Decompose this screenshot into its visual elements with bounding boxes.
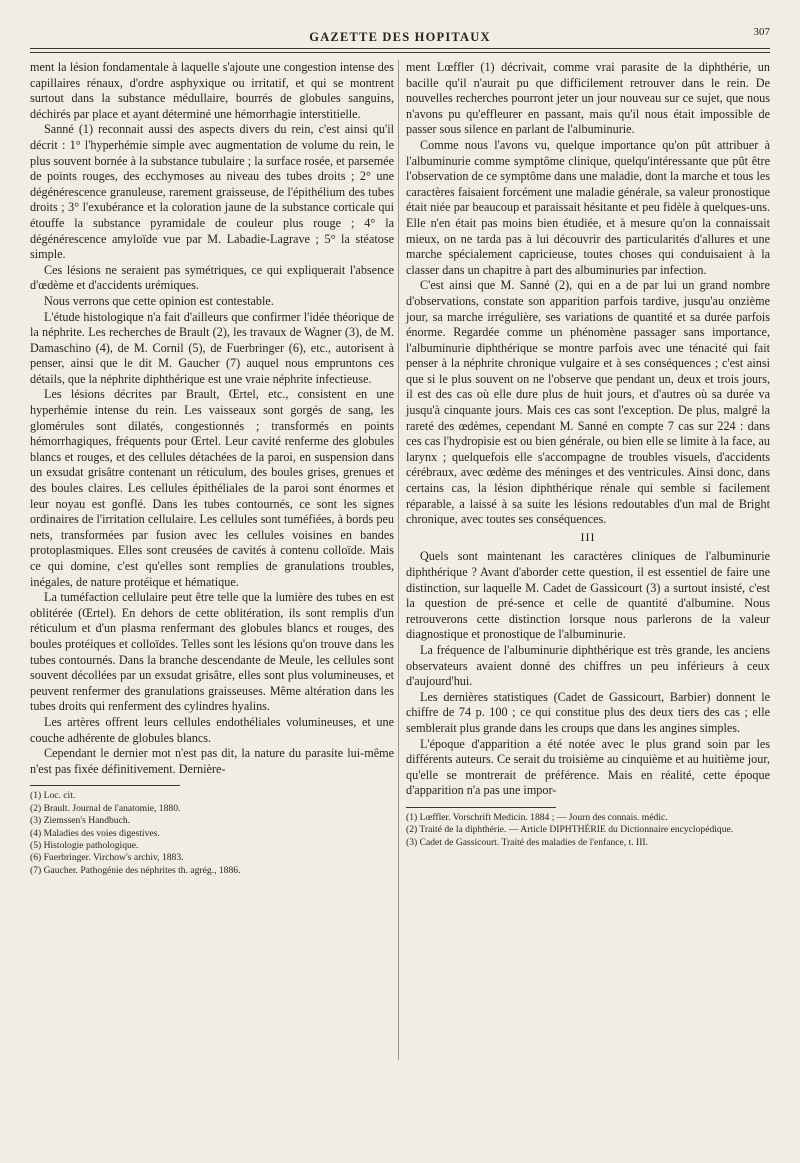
page-header (30, 20, 770, 60)
paragraph: C'est ainsi que M. Sanné (2), qui en a de par lui un grand nombre d'observations, constate son apparition parfois tardive, jusqu'au onzième jour, sa marche irrégulière, ses variations de quantité et sa durée parfois énorme. Regardée comme un phénomène passager sans importance, l'albuminurie diphthérique se montre parfois avec une ténacité qui fait penser à la néphrite chronique vulgaire et à ses conséquences ; c'est ainsi que si le plus souvent on ne l'observe que pendant un, deux et trois jours, il est des cas où elle dure plus de huit jours, et d'autres où sa durée va jusqu'à cinquante jours. Mais ces cas sont l'exception. De plus, malgré la rareté des œdèmes, cependant M. Sanné en compte 7 cas sur 224 : dans ces cas l'hydropisie est ou bien générale, ou bien elle se limite à la face, au larynx ; quelquefois elle s'accompagne de troubles visuels, d'accidents cérébraux, avec œdème des méninges et des ventricules. Ainsi donc, dans certains cas, la lésion diphthérique rénale qui semble si facilement réparable, a laissé à sa suite les lésions redoutables d'un mal de Bright chronique, avec toutes ses conséquences. (406, 278, 770, 527)
footnote: (2) Brault. Journal de l'anatomie, 1880. (30, 802, 181, 814)
paragraph: L'époque d'apparition a été notée avec le plus grand soin par les différents auteurs. Ce serait du troisième au cinquième et au huitième jour, qu'elle se montrerait de préférence. Mais en réalité, cette époque d'apparition n'a pas une impor- (406, 736, 770, 798)
footnotes-right (406, 812, 770, 849)
footnote-rule (30, 785, 180, 786)
footnote: (5) Histologie pathologique. (30, 839, 139, 851)
footnote: (1) Loc. cit. (30, 790, 76, 802)
page-number: 307 (753, 26, 770, 38)
footnote-rule (406, 807, 556, 808)
paragraph: La tuméfaction cellulaire peut être telle que la lumière des tubes en est oblitérée (Œrtel). En dehors de cette oblitération, ils sont remplis d'un réticulum et d'un plasma renfermant des globules blancs et rouges, des boules protéiques et colloïdes. Telles sont les lésions qu'on trouve dans les tubes contournés. Dans la branche descendante de Meule, les cellules sont souvent décollées par un exsudat grisâtre, elles sont plus volumineuses, et peuvent renfermer des granulations graisseuses. Même altération dans les tubes droits qui renferment des cylindres hyalins. (30, 590, 394, 714)
left-column (30, 60, 394, 877)
paragraph: Cependant le dernier mot n'est pas dit, la nature du parasite lui-même n'est pas fixée définitivement. Dernière- (30, 746, 394, 776)
section-heading: III (580, 529, 596, 544)
paragraph: Comme nous l'avons vu, quelque importance qu'on pût attribuer à l'albuminurie comme symptôme clinique, quelqu'intéressante que pût être l'observation de ce symptôme dans une maladie, dont la marche et tous les caractères faisaient forcément une maladie générale, sa valeur pronostique était niée par beaucoup et paraissait hésitante et peu fidèle à quelques-uns. Elle n'en était pas moins bien étudiée, et à mesure qu'on la connaissait mieux, on ne tarda pas à lui découvrir des particularités d'allures et une marche spécialement capricieuse, toutes choses qui conduisaient à la classer dans un chapitre à part des albuminuries par infection. (406, 137, 770, 277)
header-rule-thin (30, 52, 770, 53)
footnotes-left (30, 790, 394, 877)
paragraph: Les dernières statistiques (Cadet de Gassicourt, Barbier) donnent le chiffre de 74 p. 100 ; ce qui constitue plus des deux tiers des cas ; elle semblerait plus grande dans les croups que dans les angines simples. (406, 689, 770, 735)
footnote: (1) Lœffler. Vorschrift Medicin. 1884 ; — Journ des connais. médic. (406, 811, 668, 823)
footnote: (2) Traité de la diphthérie. — Article DIPHTHÉRIE du Dictionnaire encyclopédique. (406, 824, 734, 836)
paragraph: Les artères offrent leurs cellules endothéliales volumineuses, et une couche adhérente de globules blancs. (30, 714, 394, 745)
column-divider (398, 60, 399, 1060)
paragraph: L'étude histologique n'a fait d'ailleurs que confirmer l'idée théorique de la néphrite. Les recherches de Brault (2), les travaux de Wagner (3), de M. Damaschino (4), de M. Cornil (5), de Fuerbringer (6), etc., autorisent à penser, ainsi que le dit M. Gaucher (7) auquel nous empruntons ces détails, que la néphrite diphthérique est une vraie néphrite infectieuse. (30, 309, 394, 386)
paragraph: ment la lésion fondamentale à laquelle s'ajoute une congestion intense des capillaires rénaux, d'ordre asphyxique ou irritatif, et qui se montrent surtout dans la substance médullaire, bourrés de globules sanguins, déchirés par place et ayant déterminé une hémorrhagie interstitielle. (30, 60, 394, 121)
footnote: (3) Cadet de Gassicourt. Traité des maladies de l'enfance, t. III. (406, 836, 649, 848)
paragraph: Nous verrons que cette opinion est contestable. (44, 293, 274, 308)
footnote: (3) Ziemssen's Handbuch. (30, 815, 131, 827)
paragraph: Ces lésions ne seraient pas symétriques, ce qui expliquerait l'absence d'œdème et d'accidents urémiques. (30, 262, 394, 293)
footnote: (6) Fuerbringer. Virchow's archiv, 1883. (30, 852, 184, 864)
journal-title: GAZETTE DES HOPITAUX (309, 30, 491, 44)
header-rule-thick (30, 48, 770, 49)
footnote: (4) Maladies des voies digestives. (30, 827, 160, 839)
footnote: (7) Gaucher. Pathogénie des néphrites th. agrég., 1886. (30, 864, 241, 876)
paragraph: Sanné (1) reconnait aussi des aspects divers du rein, c'est ainsi qu'il décrit : 1° l'hyperhémie simple avec augmentation de volume du rein, le plus souvent bornée à la substance tubulaire ; la surface rosée, et parsemée de points rouges, des ecchymoses au niveau des tubes droits ; 2° une dégénérescence granuleuse, rarement graisseuse, de l'épithélium des tubes droits ; 3° l'exubérance et la coloration jaune de la substance corticale qui étouffe la substance pyramidale de couleur plus rouge ; 4° la dégénérescence amyloïde vue par M. Labadie-Lagrave ; 5° la stéatose simple. (30, 122, 394, 262)
paragraph: ment Lœffler (1) décrivait, comme vrai parasite de la diphthérie, un bacille qu'il n'aurait pu que difficilement retrouver dans le rein. De nouvelles recherches pourront jeter un jour nouveau sur ce sujet, que nous n'avons pu qu'effleurer en passant, mais qu'il nous était impossible de passer sous silence en parlant de l'albuminurie. (406, 60, 770, 137)
paragraph: Les lésions décrites par Brault, Œrtel, etc., consistent en une hyperhémie intense du rein. Les vaisseaux sont gorgés de sang, les glomérules sont dilatés, congestionnés ; transformés en points hémorrhagiques, fréquents pour Œrtel. Leur cavité renferme des globules blancs et rouges, et des cellules détachées de la paroi, en suspension dans un exsudat grisâtre contenant un réticulum, des boules grises, grenues et des boules claires. Les cellules épithéliales de la paroi sont énormes et leur noyau est gonflé. Dans les tubes contournés, ce sont les signes ordinaires de l'irritation cellulaire. Les cellules sont tuméfiées, à bords peu nets, transformées par fusion avec les cellules voisines en bandes protoplasmiques. Elles sont creusées de cavités à contenu colloïde. Mais ce qui domine, c'est qu'elles sont remplies de granulations troubles, inégales, de nature protéique et hématique. (30, 387, 394, 589)
right-column (406, 60, 770, 849)
paragraph: Quels sont maintenant les caractères cliniques de l'albuminurie diphthérique ? Avant d'aborder cette question, il est essentiel de faire une distinction, sur laquelle M. Cadet de Gassicourt (3) a surtout insisté, c'est la question de pré-sence et celle de quantité d'albumine. Nous retrouverons cette distinction lorsque nous parlerons de la valeur diagnostique et pronostique de l'albuminurie. (406, 549, 770, 642)
paragraph: La fréquence de l'albuminurie diphthérique est très grande, les anciens observateurs avaient donné des chiffres un peu inférieurs à ceux d'aujourd'hui. (406, 642, 770, 689)
